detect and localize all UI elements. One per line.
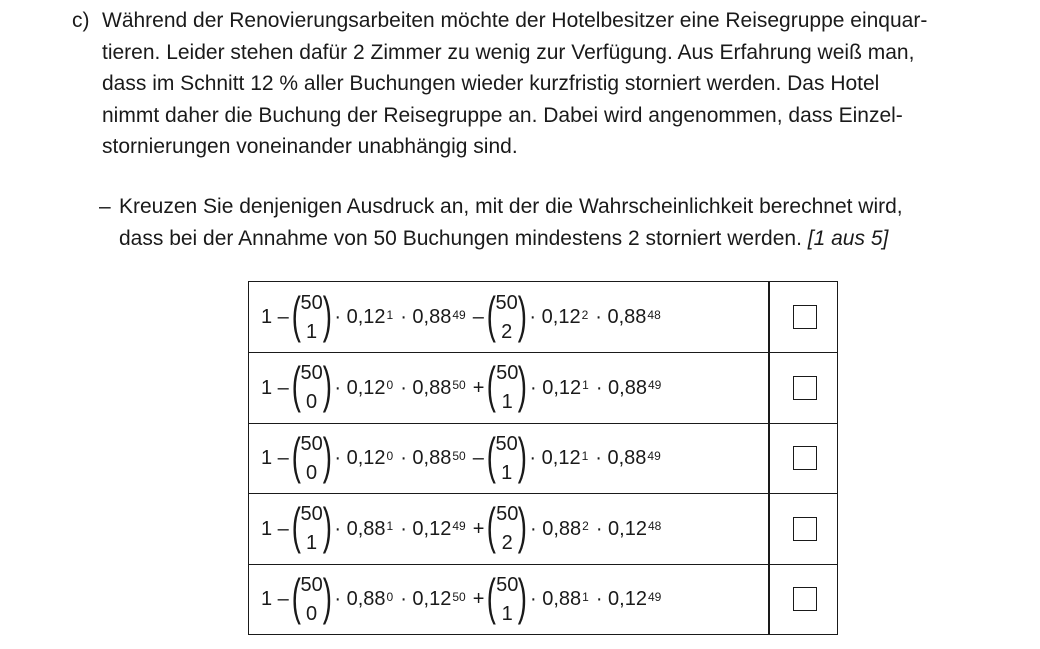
term-exponent: 49	[647, 378, 662, 392]
expr-lead: 1 –	[261, 306, 289, 328]
answer-format-note: [1 aus 5]	[807, 227, 889, 250]
column-divider	[768, 564, 770, 635]
term-factor: · 0,12	[529, 306, 581, 328]
answer-options-table	[248, 281, 838, 635]
column-divider	[768, 353, 770, 423]
binomial-coefficient	[292, 359, 332, 417]
binomial-coefficient	[291, 286, 332, 347]
term-exponent: 2	[582, 519, 589, 533]
term-factor: · 0,88	[595, 306, 647, 328]
binom-n: 50	[496, 362, 519, 384]
instruction-line: Kreuzen Sie denjenigen Ausdruck an, mit der die Wahrscheinlichkeit berechnet wird,	[119, 195, 903, 218]
term-factor: · 0,88	[595, 376, 647, 399]
binom-k: 1	[306, 532, 318, 554]
term-exponent: 1	[386, 519, 394, 533]
paren-right: )	[322, 357, 332, 413]
task-line: dass im Schnitt 12 % aller Buchungen wieder kurzfristig storniert werden. Das Hotel	[102, 72, 880, 95]
binom-k: 1	[501, 602, 513, 625]
answer-option-row	[249, 423, 837, 494]
column-divider	[768, 494, 770, 564]
paren-right: )	[517, 427, 527, 484]
paren-right: )	[322, 286, 332, 343]
task-text	[102, 5, 927, 163]
binom-stack	[300, 571, 322, 629]
term-factor: · 0,12	[334, 306, 386, 328]
term-factor: · 0,12	[529, 376, 582, 399]
instruction-line-text: dass bei der Annahme von 50 Buchungen mindestens 2 storniert werden.	[119, 227, 802, 250]
binom-n: 50	[495, 291, 518, 314]
paren-right: )	[518, 568, 528, 625]
task-letter: c)	[72, 9, 90, 32]
term-exponent: 0	[386, 378, 394, 392]
term-exponent: 50	[452, 378, 466, 392]
binomial-coefficient	[291, 568, 332, 629]
term-exponent: 0	[386, 448, 394, 463]
binomial-coefficient	[486, 427, 527, 488]
term-factor: · 0,12	[529, 447, 581, 469]
term-exponent: 50	[452, 448, 466, 463]
binom-k: 2	[501, 532, 513, 554]
term-factor: · 0,88	[529, 588, 582, 610]
bullet-dash: –	[99, 195, 111, 218]
binomial-coefficient	[292, 500, 332, 558]
binom-k: 0	[306, 461, 318, 484]
task-line: tieren. Leider stehen dafür 2 Zimmer zu wenig zur Verfügung. Aus Erfahrung weiß man,	[102, 40, 915, 64]
binom-n: 50	[496, 503, 519, 525]
option-expression	[261, 494, 661, 565]
option-expression	[261, 353, 661, 424]
task-line: nimmt daher die Buchung der Reisegruppe an. Dabei wird angenommen, dass Einzel-	[102, 103, 903, 127]
paren-right: )	[518, 357, 528, 413]
answer-option-row	[249, 494, 837, 565]
term-factor: · 0,12	[400, 588, 452, 610]
binomial-coefficient	[487, 359, 527, 417]
binomial-coefficient	[487, 500, 527, 558]
answer-checkbox[interactable]	[793, 376, 817, 400]
term-factor: · 0,88	[595, 447, 647, 469]
term-factor: · 0,12	[334, 376, 386, 399]
term-factor: · 0,12	[400, 517, 452, 540]
term-exponent: 0	[386, 589, 394, 604]
binom-stack	[300, 359, 322, 417]
binom-stack	[496, 359, 518, 417]
operator: –	[472, 306, 484, 328]
binom-stack	[496, 571, 518, 629]
term-factor: · 0,88	[529, 517, 582, 540]
operator: –	[472, 447, 484, 469]
binom-n: 50	[300, 362, 323, 384]
term-exponent: 1	[386, 307, 394, 322]
binom-k: 0	[306, 602, 318, 625]
paren-left: (	[487, 498, 497, 554]
answer-option-row	[249, 564, 837, 635]
option-expression	[261, 423, 661, 494]
term-exponent: 49	[452, 307, 466, 322]
paren-right: )	[322, 498, 332, 554]
operator: +	[472, 376, 485, 399]
binom-n: 50	[300, 503, 323, 525]
option-expression	[261, 282, 661, 353]
binom-stack	[300, 500, 322, 558]
column-divider	[768, 423, 770, 493]
binom-n: 50	[300, 573, 323, 596]
answer-option-row	[249, 353, 837, 424]
term-factor: · 0,88	[334, 588, 386, 610]
paren-left: (	[291, 568, 301, 625]
binomial-coefficient	[487, 568, 528, 629]
binom-n: 50	[495, 432, 518, 455]
term-exponent: 48	[647, 307, 661, 322]
paren-right: )	[322, 427, 332, 484]
term-exponent: 49	[452, 519, 466, 533]
answer-checkbox[interactable]	[793, 517, 817, 541]
term-exponent: 49	[647, 589, 662, 604]
expr-lead: 1 –	[261, 447, 289, 469]
binom-k: 0	[306, 391, 318, 413]
paren-left: (	[291, 286, 301, 343]
binom-stack	[496, 289, 518, 347]
binom-n: 50	[496, 573, 519, 596]
expr-lead: 1 –	[261, 588, 289, 610]
paren-left: (	[291, 427, 301, 484]
paren-right: )	[518, 498, 528, 554]
task-line: stornierungen voneinander unabhängig sind.	[102, 135, 518, 158]
term-factor: · 0,88	[400, 376, 452, 399]
operator: +	[472, 588, 485, 610]
answer-checkbox[interactable]	[793, 587, 817, 611]
term-exponent: 1	[582, 589, 589, 604]
paren-left: (	[487, 568, 497, 625]
paren-left: (	[486, 286, 496, 343]
binom-stack	[496, 430, 518, 488]
operator: +	[472, 517, 485, 540]
binom-k: 1	[306, 320, 318, 343]
term-exponent: 2	[581, 307, 589, 322]
term-factor: · 0,88	[334, 517, 386, 540]
answer-checkbox[interactable]	[793, 305, 817, 329]
answer-option-row	[249, 282, 837, 353]
paren-right: )	[322, 568, 332, 625]
paren-left: (	[487, 357, 497, 413]
term-factor: · 0,12	[595, 517, 647, 540]
binom-stack	[496, 500, 518, 558]
binom-stack	[300, 289, 322, 347]
term-exponent: 50	[452, 589, 466, 604]
term-factor: · 0,88	[400, 306, 452, 328]
term-factor: · 0,88	[400, 447, 452, 469]
expr-lead: 1 –	[261, 376, 289, 399]
term-factor: · 0,12	[334, 447, 386, 469]
instruction-line	[119, 223, 888, 255]
paren-left: (	[486, 427, 496, 484]
binomial-coefficient	[486, 286, 527, 347]
term-exponent: 1	[582, 378, 589, 392]
binomial-coefficient	[291, 427, 332, 488]
binom-k: 1	[501, 461, 513, 484]
term-factor: · 0,12	[595, 588, 647, 610]
term-exponent: 1	[581, 448, 589, 463]
paren-right: )	[517, 286, 527, 343]
term-exponent: 48	[647, 519, 662, 533]
binom-n: 50	[300, 432, 323, 455]
paren-left: (	[291, 498, 301, 554]
answer-checkbox[interactable]	[793, 446, 817, 470]
column-divider	[768, 282, 770, 352]
binom-n: 50	[300, 291, 323, 314]
binom-k: 2	[501, 320, 513, 343]
task-line: Während der Renovierungsarbeiten möchte der Hotelbesitzer eine Reisegruppe einquar-	[102, 9, 928, 32]
option-expression	[261, 564, 661, 635]
expr-lead: 1 –	[261, 517, 289, 540]
binom-stack	[300, 430, 322, 488]
term-exponent: 49	[647, 448, 661, 463]
paren-left: (	[291, 357, 301, 413]
binom-k: 1	[501, 391, 513, 413]
